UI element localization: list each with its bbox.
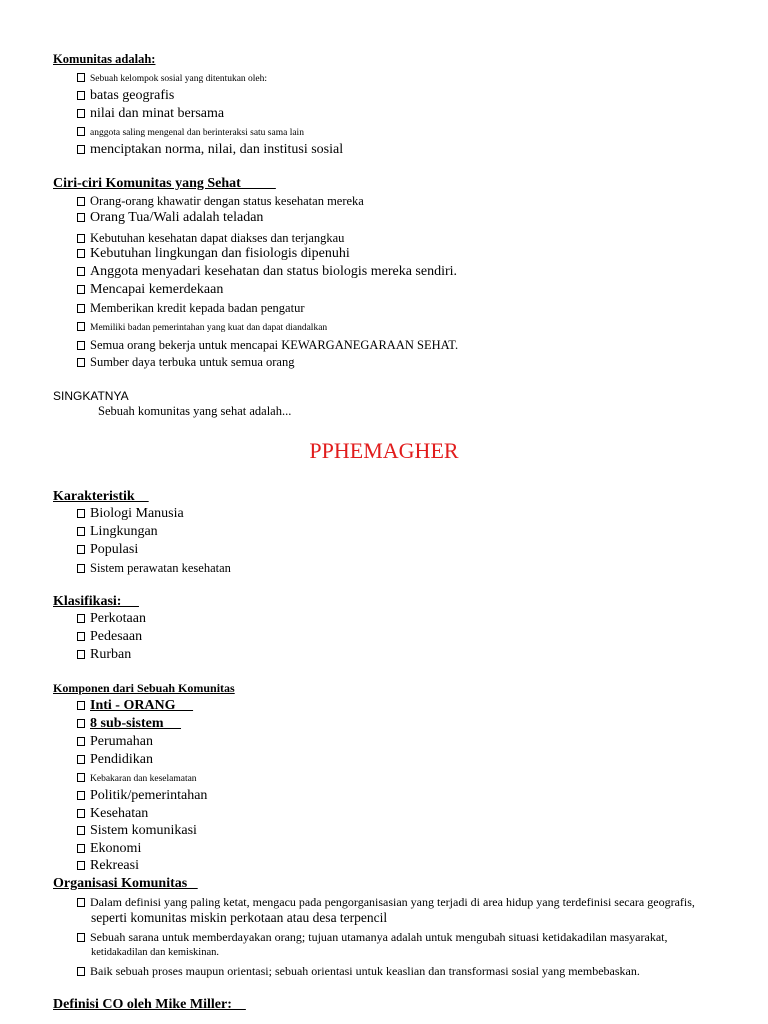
brand-title: PPHEMAGHER xyxy=(309,438,459,463)
heading-ciri-ciri: Ciri-ciri Komunitas yang Sehat xyxy=(53,176,276,191)
checkbox-icon xyxy=(77,73,85,82)
list-item: Populasi xyxy=(77,542,138,558)
heading-klasifikasi: Klasifikasi: xyxy=(53,594,139,609)
checkbox-icon xyxy=(77,861,85,870)
list-item: menciptakan norma, nilai, dan institusi sosial xyxy=(77,142,343,158)
checkbox-icon xyxy=(77,737,85,746)
checkbox-icon xyxy=(77,234,85,243)
list-item: Pendidikan xyxy=(77,752,153,768)
list-item: Sumber daya terbuka untuk semua orang xyxy=(77,355,294,370)
list-item: Biologi Manusia xyxy=(77,506,184,522)
checkbox-icon xyxy=(77,145,85,154)
list-item: anggota saling mengenal dan berinteraksi satu sama lain xyxy=(77,127,304,138)
list-item: Kebutuhan lingkungan dan fisiologis dipenuhi xyxy=(77,246,350,262)
checkbox-icon xyxy=(77,267,85,276)
list-item: nilai dan minat bersama xyxy=(77,106,224,122)
list-item: Lingkungan xyxy=(77,524,158,540)
checkbox-icon xyxy=(77,809,85,818)
checkbox-icon xyxy=(77,701,85,710)
checkbox-icon xyxy=(77,213,85,222)
checkbox-icon xyxy=(77,967,85,976)
checkbox-icon xyxy=(77,358,85,367)
checkbox-icon xyxy=(77,249,85,258)
list-item: Kebutuhan kesehatan dapat diakses dan terjangkau xyxy=(77,231,344,246)
list-item-core: Inti - ORANG xyxy=(77,698,193,714)
checkbox-icon xyxy=(77,509,85,518)
checkbox-icon xyxy=(77,773,85,782)
checkbox-icon xyxy=(77,650,85,659)
checkbox-icon xyxy=(77,933,85,942)
list-item: Politik/pemerintahan xyxy=(77,788,207,804)
checkbox-icon xyxy=(77,197,85,206)
paragraph: Dalam definisi yang paling ketat, mengacu pada pengorganisasian yang terjadi di area hidup yang terdefinisi secara geografis, seperti komunitas miskin perkotaan atau desa terpencil xyxy=(77,894,753,926)
list-item: batas geografis xyxy=(77,88,174,104)
checkbox-icon xyxy=(77,91,85,100)
checkbox-icon xyxy=(77,341,85,350)
checkbox-icon xyxy=(77,545,85,554)
list-item: Kebakaran dan keselamatan xyxy=(77,773,197,784)
checkbox-icon xyxy=(77,127,85,136)
list-item: Ekonomi xyxy=(77,841,141,857)
checkbox-icon xyxy=(77,844,85,853)
paragraph: Baik sebuah proses maupun orientasi; sebuah orientasi untuk keaslian dan transformasi sosial yang membebaskan. xyxy=(77,963,753,979)
list-item: Sistem perawatan kesehatan xyxy=(77,561,231,576)
list-item: Orang-orang khawatir dengan status kesehatan mereka xyxy=(77,194,364,209)
summary-text: Sebuah komunitas yang sehat adalah... xyxy=(98,404,292,418)
checkbox-icon xyxy=(77,719,85,728)
list-item: Semua orang bekerja untuk mencapai KEWARGANEGARAAN SEHAT. xyxy=(77,338,458,353)
checkbox-icon xyxy=(77,322,85,331)
checkbox-icon xyxy=(77,614,85,623)
heading-organisasi: Organisasi Komunitas xyxy=(53,876,198,891)
list-item: Orang Tua/Wali adalah teladan xyxy=(77,210,263,226)
checkbox-icon xyxy=(77,791,85,800)
checkbox-icon xyxy=(77,826,85,835)
list-item-subsystems: 8 sub-sistem xyxy=(77,716,181,732)
list-item: Kesehatan xyxy=(77,806,148,822)
checkbox-icon xyxy=(77,109,85,118)
heading-definisi-co: Definisi CO oleh Mike Miller: xyxy=(53,997,246,1012)
heading-komunitas: Komunitas adalah: xyxy=(53,52,156,66)
summary-label: SINGKATNYA xyxy=(53,389,129,403)
list-item: Sebuah kelompok sosial yang ditentukan oleh: xyxy=(77,73,267,84)
list-item: Mencapai kemerdekaan xyxy=(77,282,223,298)
list-item: Anggota menyadari kesehatan dan status biologis mereka sendiri. xyxy=(77,264,457,280)
list-item: Memiliki badan pemerintahan yang kuat dan dapat diandalkan xyxy=(77,322,327,333)
checkbox-icon xyxy=(77,632,85,641)
checkbox-icon xyxy=(77,564,85,573)
heading-komponen: Komponen dari Sebuah Komunitas xyxy=(53,681,235,695)
checkbox-icon xyxy=(77,285,85,294)
checkbox-icon xyxy=(77,304,85,313)
list-item: Perumahan xyxy=(77,734,153,750)
list-item: Memberikan kredit kepada badan pengatur xyxy=(77,301,305,316)
heading-karakteristik: Karakteristik xyxy=(53,489,149,504)
checkbox-icon xyxy=(77,755,85,764)
list-item: Sistem komunikasi xyxy=(77,823,197,839)
list-item: Perkotaan xyxy=(77,611,146,627)
checkbox-icon xyxy=(77,527,85,536)
list-item: Rurban xyxy=(77,647,131,663)
list-item: Rekreasi xyxy=(77,858,139,874)
paragraph: Sebuah sarana untuk memberdayakan orang; tujuan utamanya adalah untuk mengubah situasi ketidakadilan masyarakat, ketidakadilan dan kemiskinan. xyxy=(77,929,753,961)
list-item: Pedesaan xyxy=(77,629,142,645)
checkbox-icon xyxy=(77,898,85,907)
